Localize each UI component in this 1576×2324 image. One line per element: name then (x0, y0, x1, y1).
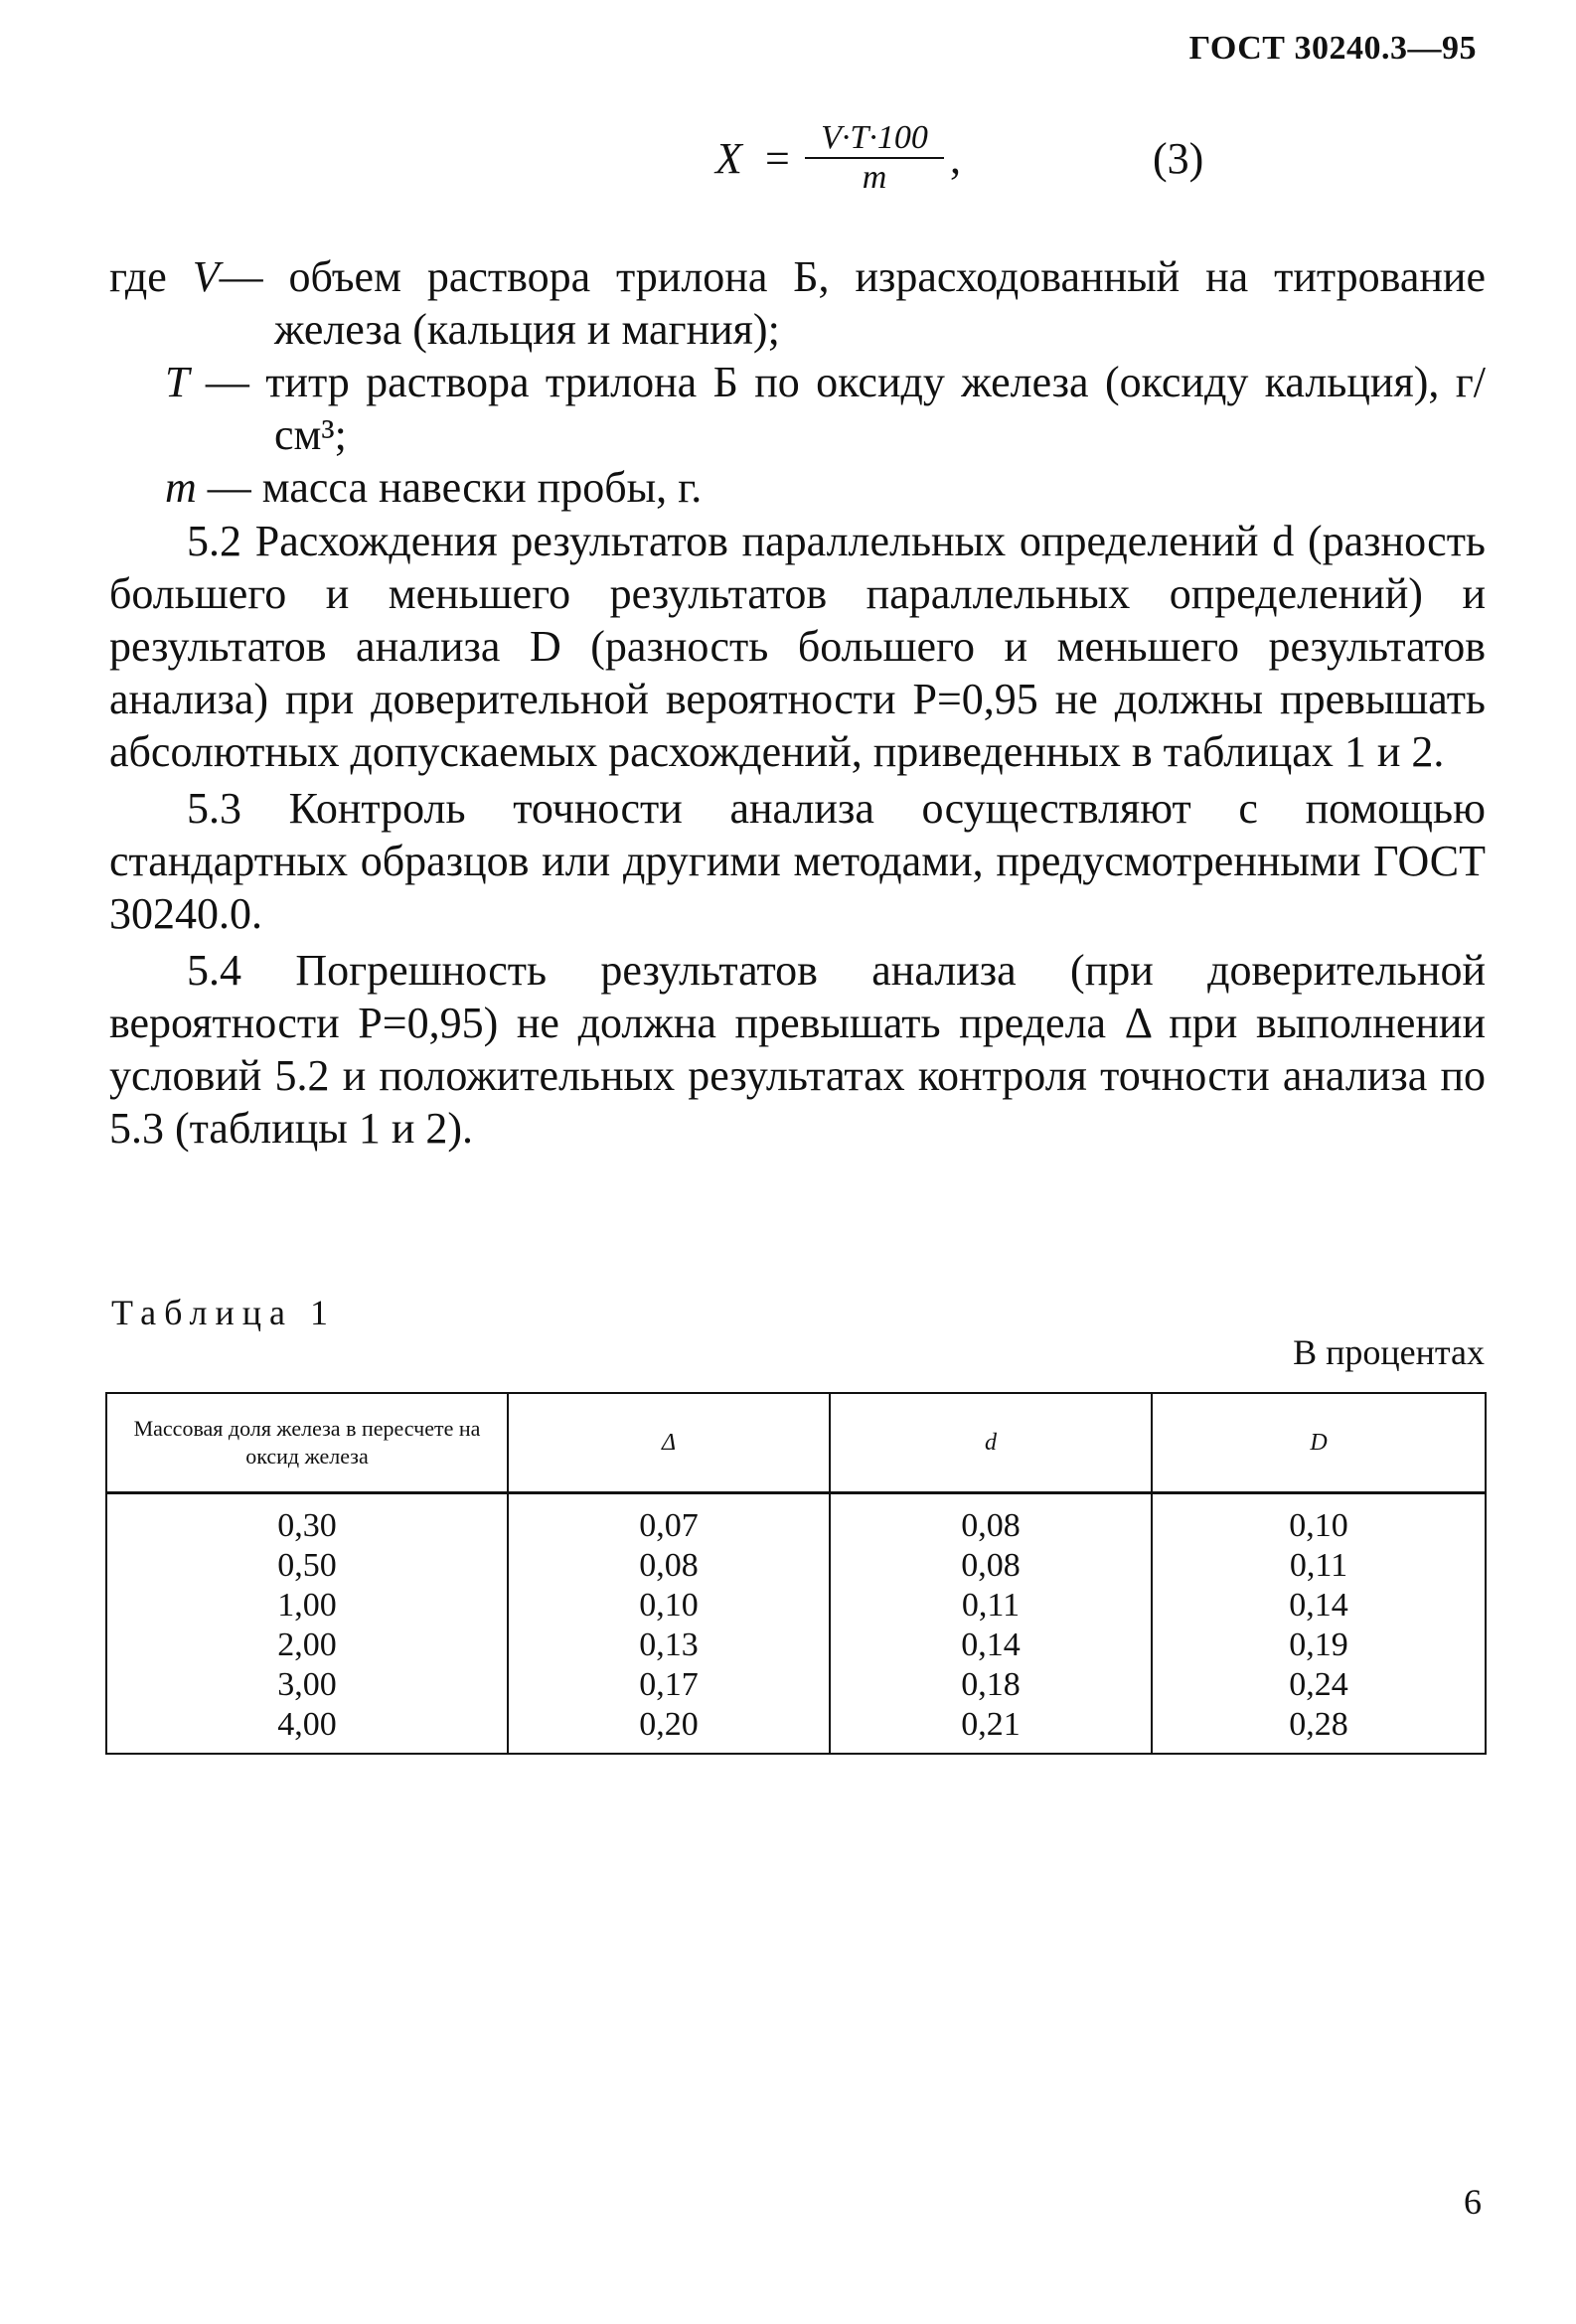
formula-comma: , (950, 134, 961, 183)
table-cell: 0,11 (961, 1587, 1021, 1624)
table-cell: 0,10 (1289, 1507, 1348, 1544)
table-cell: 0,07 (639, 1507, 699, 1544)
table-cell: 0,11 (1289, 1547, 1348, 1584)
table-1 (105, 1392, 1487, 1755)
table-caption: Таблица 1 (111, 1293, 336, 1332)
table-cell: 0,08 (639, 1547, 699, 1584)
page-number: 6 (1464, 2182, 1482, 2222)
table-cell: 0,13 (639, 1627, 699, 1663)
table-cell: 3,00 (277, 1666, 337, 1703)
formula-fraction (805, 119, 944, 197)
table-cell: 0,28 (1289, 1706, 1348, 1743)
formula-lhs: X (715, 134, 742, 183)
definition-text: — масса навески пробы, г. (207, 463, 703, 512)
table-units: В процентах (1293, 1332, 1485, 1372)
table-cell: 0,20 (639, 1706, 699, 1743)
definition-m (109, 461, 1486, 514)
table-cell: 0,08 (961, 1507, 1021, 1544)
header-delta: Δ (508, 1393, 830, 1493)
column-D (1152, 1493, 1486, 1755)
paragraphs (109, 515, 1486, 1159)
table-header-row (106, 1393, 1486, 1493)
definition-v (109, 250, 1486, 356)
formula-number: (3) (1153, 134, 1204, 183)
definition-symbol: m (165, 463, 197, 512)
column-delta (508, 1493, 830, 1755)
definition-symbol: T (165, 358, 190, 406)
definition-text: — объем раствора трилона Б, израсходованный на титрование железа (кальция и магния); (219, 252, 1487, 354)
definition-t (109, 356, 1486, 461)
table-cell: 0,17 (639, 1666, 699, 1703)
formula-numerator: V·T·100 (805, 119, 944, 159)
table-cell: 0,50 (277, 1547, 337, 1584)
table-cell: 0,08 (961, 1547, 1021, 1584)
paragraph-5-2: 5.2 Расхождения результатов параллельных определений d (разность большего и меньшего результатов параллельных определений) и результатов анализа D (разность большего и меньшего результатов анализа) при доверительной вероятности P=0,95 не должны превышать абсолютных допускаемых расхождений, приведенных в таблицах 1 и 2. (109, 517, 1486, 776)
table-cell: 2,00 (277, 1627, 337, 1663)
table-cell: 0,21 (961, 1706, 1021, 1743)
variable-definitions (109, 250, 1486, 514)
definition-text: — титр раствора трилона Б по оксиду железа (оксиду кальция), г/см³; (205, 358, 1487, 459)
header-D: D (1152, 1393, 1486, 1493)
table-cell: 0,14 (961, 1627, 1021, 1663)
table-cell: 1,00 (277, 1587, 337, 1624)
table-cell: 0,30 (277, 1507, 337, 1544)
definition-symbol: V (192, 252, 220, 301)
column-mass-fraction (106, 1493, 508, 1755)
header-d: d (830, 1393, 1152, 1493)
definition-prefix: где (109, 252, 167, 301)
document-header: ГОСТ 30240.3—95 (1188, 30, 1477, 67)
formula-denominator: m (862, 159, 887, 196)
paragraph-5-4: 5.4 Погрешность результатов анализа (при доверительной вероятности P=0,95) не должна превышать предела Δ при выполнении условий 5.2 и положительных результатах контроля точности анализа по 5.3 (таблицы 1 и 2). (109, 946, 1486, 1153)
table-row (106, 1493, 1486, 1755)
formula-equals: = (765, 134, 790, 183)
table-cell: 0,14 (1289, 1587, 1348, 1624)
table-cell: 0,24 (1289, 1666, 1348, 1703)
header-mass-fraction: Массовая доля железа в пересчете на оксид железа (106, 1393, 508, 1493)
table-cell: 0,18 (961, 1666, 1021, 1703)
table-cell: 4,00 (277, 1706, 337, 1743)
paragraph-5-3: 5.3 Контроль точности анализа осуществляют с помощью стандартных образцов или другими методами, предусмотренными ГОСТ 30240.0. (109, 784, 1486, 938)
table-cell: 0,19 (1289, 1627, 1348, 1663)
table-cell: 0,10 (639, 1587, 699, 1624)
column-d (830, 1493, 1152, 1755)
